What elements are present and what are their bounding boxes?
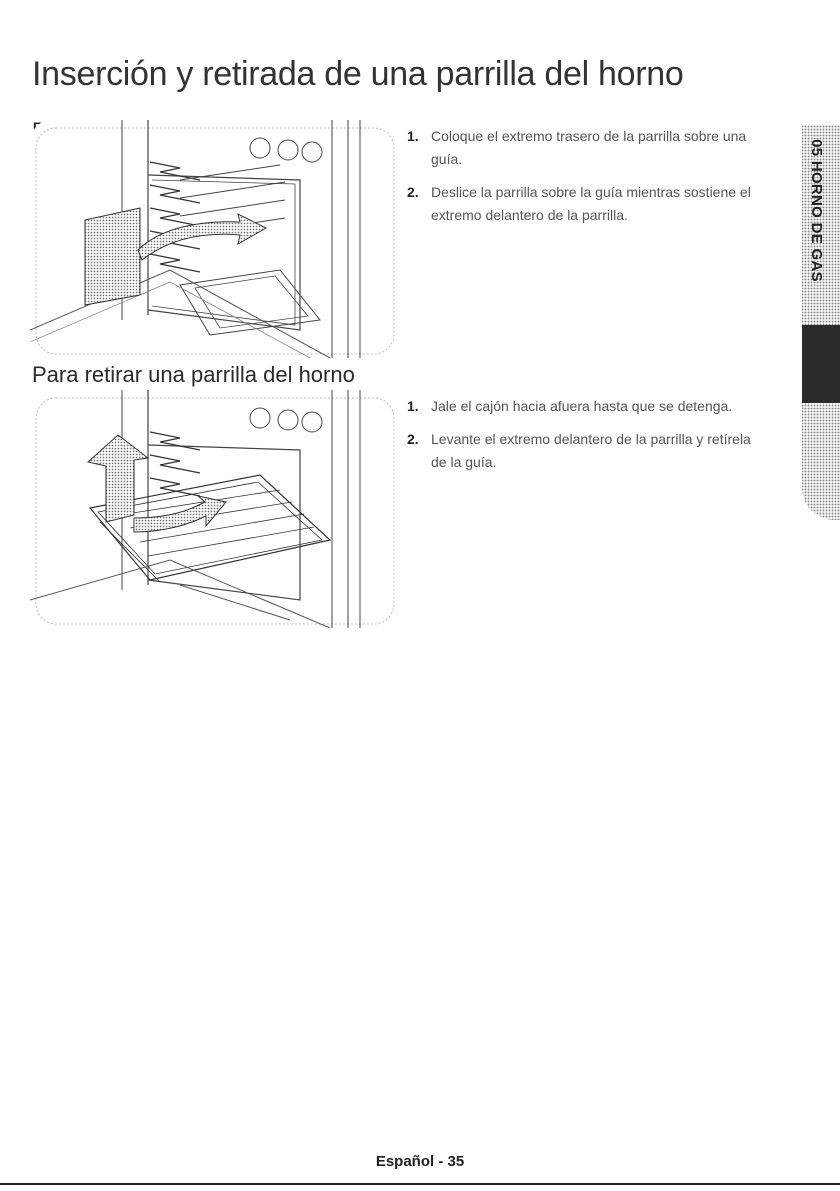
section-title-remove: Para retirar una parrilla del horno: [32, 362, 355, 387]
page-number: Español - 35: [375, 1153, 465, 1170]
oven-remove-drawing: [30, 390, 400, 628]
chapter-marker: [802, 325, 840, 403]
oven-rack-remove-illustration: [30, 390, 400, 628]
step-text: Deslice la parrilla sobre la guía mientras sostiene el extremo delantero de la parrilla.: [431, 184, 751, 223]
chapter-label: [794, 140, 838, 280]
page-title: Inserción y retirada de una parrilla del horno: [32, 55, 684, 93]
insert-steps-list: [407, 125, 767, 237]
step-number: 1.: [407, 128, 419, 144]
step-text: Levante el extremo delantero de la parrilla y retírela de la guía.: [431, 431, 751, 470]
list-item: [407, 125, 767, 171]
footer-divider: [0, 1183, 840, 1185]
step-number: 1.: [407, 398, 419, 414]
list-item: [407, 428, 767, 474]
oven-insert-drawing: [30, 120, 400, 358]
chapter-label-text: 05 HORNO DE GAS: [807, 138, 825, 282]
oven-rack-insert-illustration: [30, 120, 400, 358]
list-item: [407, 395, 767, 418]
remove-steps-list: [407, 395, 767, 484]
list-item: [407, 181, 767, 227]
step-number: 2.: [407, 184, 419, 200]
step-text: Coloque el extremo trasero de la parrilla sobre una guía.: [431, 128, 747, 167]
step-number: 2.: [407, 431, 419, 447]
step-text: Jale el cajón hacia afuera hasta que se detenga.: [431, 398, 733, 414]
